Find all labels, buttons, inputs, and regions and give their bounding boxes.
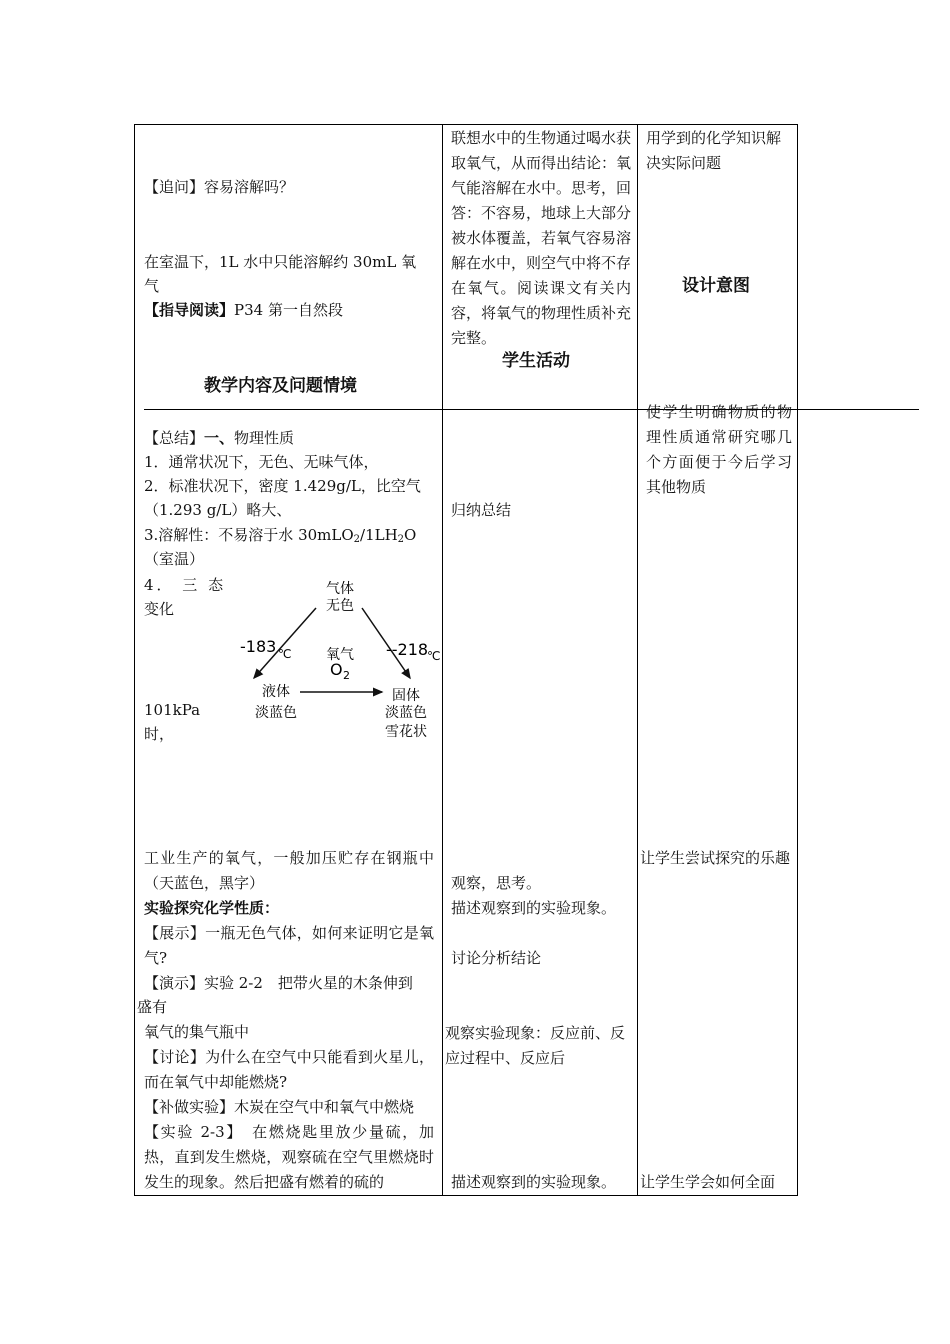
column-divider-2 <box>637 124 638 1196</box>
temp-left: -183 <box>240 637 277 656</box>
demo-experiment: 【演示】实验 2-2 把带火星的木条伸到 <box>144 974 413 992</box>
guide-reading <box>144 298 434 323</box>
temp-right: --218 <box>386 640 429 659</box>
column-header-content: 教学内容及问题情境 <box>204 376 357 396</box>
sa-observe-2: 观察实验现象：反应前、反应过程中、反应后 <box>445 1024 626 1067</box>
property-4b: 变化 <box>144 600 175 618</box>
industrial-storage: 工业生产的氧气，一般加压贮存在钢瓶中（天蓝色，黑字） <box>144 849 434 892</box>
summary-section-title: 物理性质 <box>234 429 295 447</box>
gas-label: 气体 <box>326 581 354 597</box>
pressure-label-a: 101kPa <box>144 701 201 719</box>
followup-question: 【追问】容易溶解吗？ <box>144 178 295 196</box>
experiment-2-3: 【实验 2-3】 在燃烧匙里放少量硫，加热，直到发生燃烧，观察硫在空气里燃烧时发生的现象。然后把盛有燃着的硫的 <box>144 1123 434 1191</box>
sa-observe: 观察，思考。 <box>451 874 542 892</box>
supplement-experiment: 【补做实验】木炭在空气中和氧气中燃烧 <box>144 1098 415 1116</box>
property-3-text-a: 3.溶解性：不易溶于水 30mLO <box>144 526 354 544</box>
sa-describe-2: 描述观察到的实验现象。 <box>451 1173 617 1191</box>
temp-left-unit: ℃ <box>278 647 292 661</box>
di-learn: 让学生学会如何全面 <box>640 1173 776 1191</box>
property-1: 1．通常状况下，无色、无味气体， <box>144 453 379 471</box>
summary-prefix: 【总结】 <box>144 429 205 447</box>
solubility-line-2: 气 <box>144 277 160 295</box>
oxygen-subscript: 2 <box>343 669 350 682</box>
summary-section-number: 一、 <box>204 429 235 447</box>
phase-change-diagram <box>230 575 470 745</box>
chem-property-title: 实验探究化学性质： <box>144 899 280 917</box>
summary-title <box>144 426 294 451</box>
temp-right-unit: ℃ <box>427 649 441 663</box>
design-intent-text: 用学到的化学知识解决实际问题 <box>646 129 782 172</box>
student-activity-text: 联想水中的生物通过喝水获取氧气，从而得出结论：氧气能溶解在水中。思考，回答：不容易，地球上大部分被水体覆盖，若氧气容易溶解在水中，则空气中将不存在氧气。阅读课文有关内容，将氧气的物理性质补充完整。 <box>451 129 632 347</box>
discussion: 【讨论】为什么在空气中只能看到火星儿，而在氧气中却能燃烧? <box>144 1048 434 1091</box>
student-activity-summary: 归纳总结 <box>451 501 512 519</box>
demo-experiment-cont-2: 氧气的集气瓶中 <box>144 1023 250 1041</box>
solid-shape: 雪花状 <box>385 724 427 740</box>
guide-reading-text: P34 第一自然段 <box>234 301 343 319</box>
sa-describe: 描述观察到的实验现象。 <box>451 899 617 917</box>
property-4a: 4． 三 态 <box>144 576 227 594</box>
property-3-text-b: /1LH <box>360 526 398 544</box>
sa-discuss: 讨论分析结论 <box>451 949 542 967</box>
column-header-design: 设计意图 <box>682 276 750 296</box>
oxygen-label: 氧气 <box>326 647 354 663</box>
oxygen-formula: O <box>330 660 343 679</box>
demo-experiment-cont-1: 盛有 <box>137 998 168 1016</box>
gas-color: 无色 <box>326 598 354 614</box>
solubility-line-1: 在室温下，1L 水中只能溶解约 30mL 氧 <box>144 253 417 271</box>
guide-reading-label: 【指导阅读】 <box>144 301 235 319</box>
di-explore: 让学生尝试探究的乐趣 <box>640 849 791 867</box>
pressure-label-b: 时， <box>144 725 175 743</box>
subscript-2a: 2 <box>353 534 361 545</box>
property-3-room-temp: （室温） <box>144 550 205 568</box>
property-2b: （1.293 g/L）略大、 <box>144 501 292 519</box>
demo-show: 【展示】一瓶无色气体，如何来证明它是氧气? <box>144 924 434 967</box>
liquid-color: 淡蓝色 <box>255 705 297 721</box>
property-2a: 2．标准状况下，密度 1.429g/L，比空气 <box>144 477 421 495</box>
subscript-2b: 2 <box>397 534 405 545</box>
column-header-student: 学生活动 <box>502 351 570 371</box>
property-3-text-c: O <box>404 526 417 544</box>
liquid-label: 液体 <box>262 684 290 700</box>
row-divider <box>144 409 919 410</box>
solid-label: 固体 <box>392 688 420 704</box>
design-intent-summary: 使学生明确物质的物理性质通常研究哪几个方面便于今后学习其他物质 <box>646 403 792 496</box>
solid-color: 淡蓝色 <box>385 705 427 721</box>
